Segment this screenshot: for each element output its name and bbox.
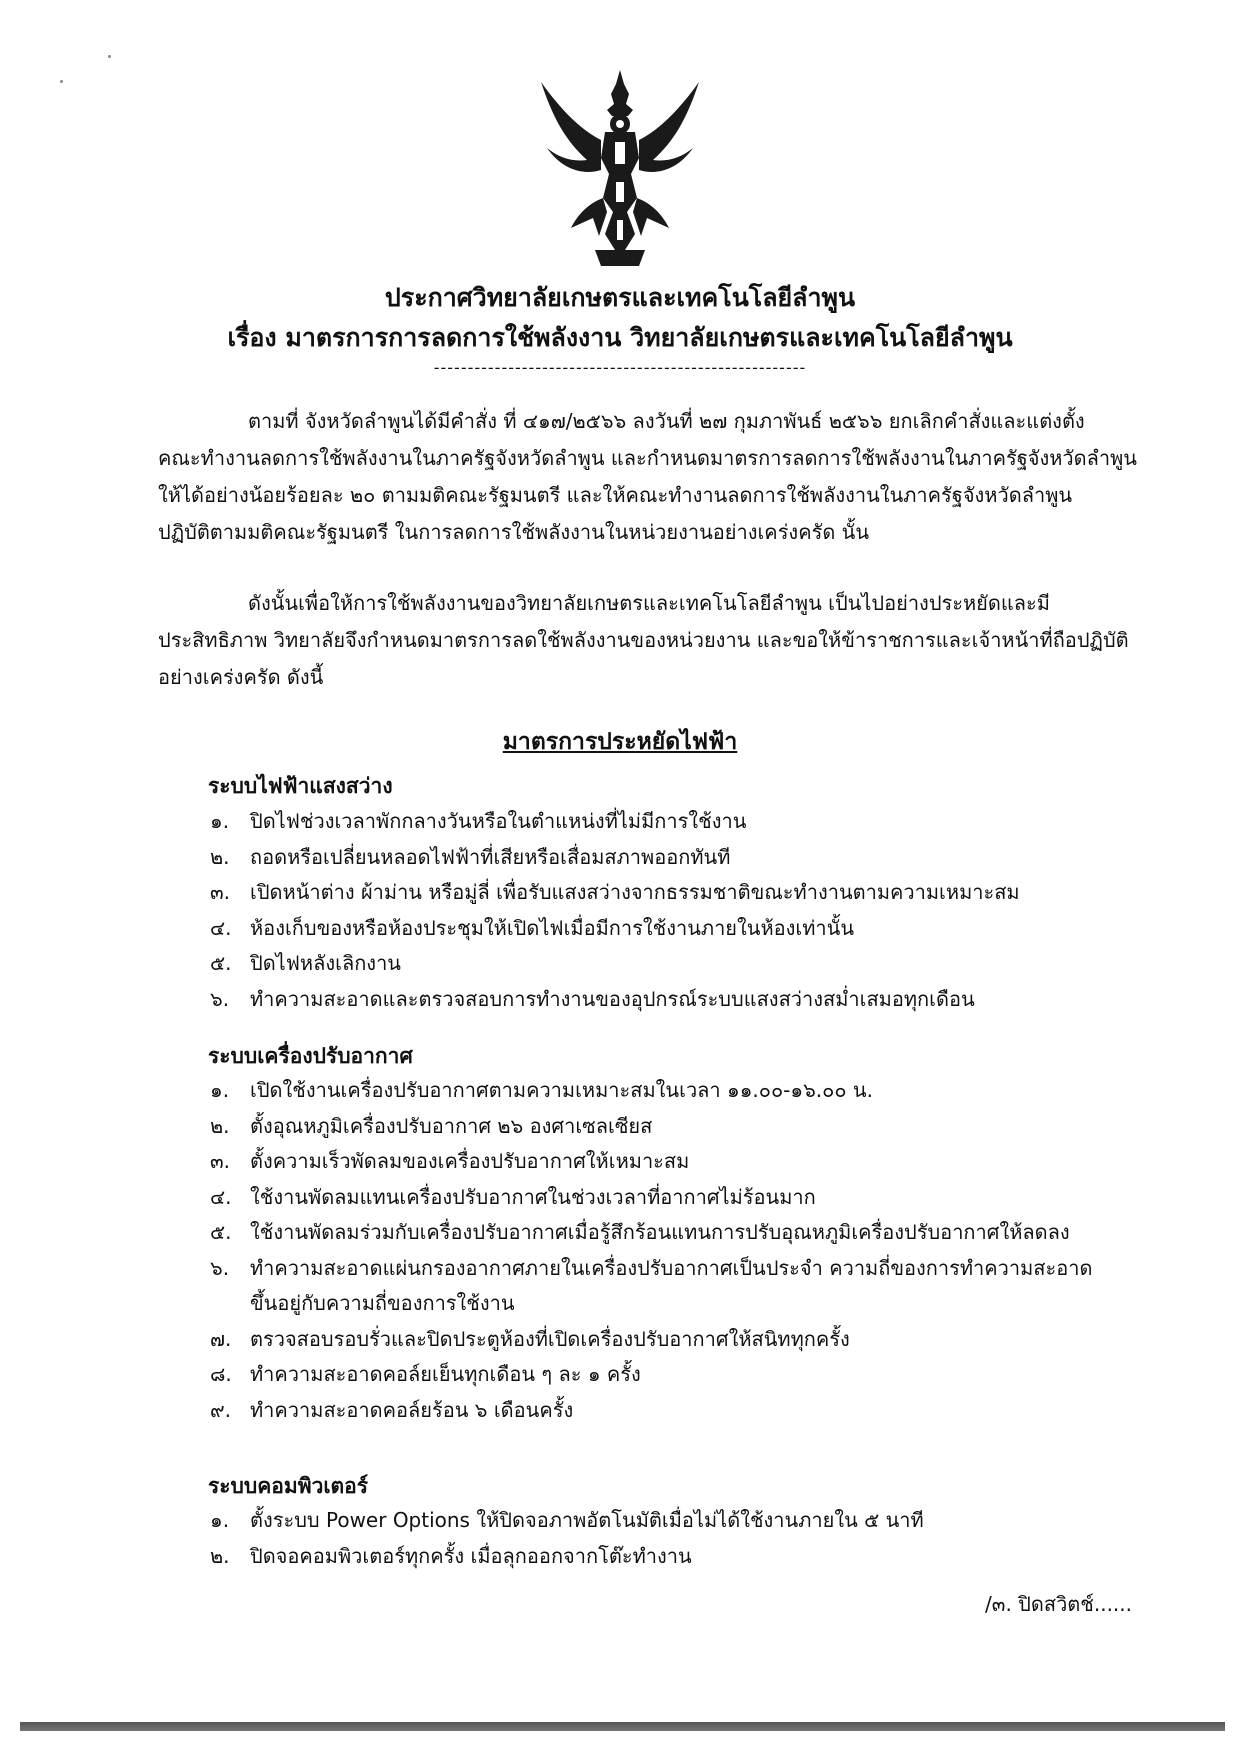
- list-item: [210, 1215, 1093, 1251]
- item-text: ถอดหรือเปลี่ยนหลอดไฟฟ้าที่เสียหรือเสื่อมสภาพออกทันที: [250, 844, 731, 869]
- item-text: เปิดหน้าต่าง ผ้าม่าน หรือมู่ลี่ เพื่อรับแสงสว่างจากธรรมชาติขณะทำงานตามความเหมาะสม: [250, 880, 1020, 904]
- item-number: ๕.: [210, 951, 232, 975]
- item-number: ๓.: [210, 1149, 231, 1173]
- intro-line: ให้ได้อย่างน้อยร้อยละ ๒๐ ตามมติคณะรัฐมนตรี และให้คณะทำงานลดการใช้พลังงานในภาครัฐจังหวัดลำพูน: [158, 483, 1073, 507]
- item-text: ตั้งความเร็วพัดลมของเครื่องปรับอากาศให้เหมาะสม: [250, 1149, 690, 1173]
- page-bottom-edge: [20, 1722, 1225, 1731]
- list-item: [210, 804, 1020, 840]
- item-text: ทำความสะอาดและตรวจสอบการทำงานของอุปกรณ์ระบบแสงสว่างสม่ำเสมอทุกเดือน: [250, 986, 975, 1011]
- item-number: ๒.: [210, 1113, 230, 1138]
- separator-line: -------------------------------------------------------: [433, 358, 807, 377]
- item-text: ทำความสะอาดแผ่นกรองอากาศภายในเครื่องปรับอากาศเป็นประจำ ความถี่ของการทำความสะอาด: [250, 1255, 1093, 1280]
- item-number: ๑.: [210, 1078, 230, 1102]
- lighting-section-title: ระบบไฟฟ้าแสงสว่าง: [208, 774, 393, 798]
- list-item: [210, 1251, 1093, 1322]
- list-item: [210, 1073, 1093, 1109]
- item-text: ใช้งานพัดลมร่วมกับเครื่องปรับอากาศเมื่อรู้สึกร้อนแทนการปรับอุณหภูมิเครื่องปรับอากาศให้ลดลง: [250, 1220, 1070, 1244]
- item-text: ตั้งระบบ Power Options ให้ปิดจอภาพอัตโนมัติเมื่อไม่ได้ใช้งานภายใน ๕ นาที: [250, 1508, 924, 1532]
- purpose-paragraph: [158, 585, 1148, 696]
- item-text: เปิดใช้งานเครื่องปรับอากาศตามความเหมาะสมในเวลา ๑๑.๐๐-๑๖.๐๐ น.: [250, 1078, 873, 1102]
- lighting-list: [210, 804, 1020, 1017]
- item-text: ทำความสะอาดคอล์ยร้อน ๖ เดือนครั้ง: [250, 1397, 574, 1422]
- intro-line: ปฏิบัติตามมติคณะรัฐมนตรี ในการลดการใช้พลังงานในหน่วยงานอย่างเคร่งครัด นั้น: [158, 520, 870, 544]
- item-number: ๑.: [210, 809, 230, 833]
- computer-list: [210, 1503, 924, 1574]
- announcement-title: ประกาศวิทยาลัยเกษตรและเทคโนโลยีลำพูน: [384, 283, 856, 312]
- item-text: ปิดไฟหลังเลิกงาน: [250, 951, 401, 975]
- item-number: ๔.: [210, 915, 232, 940]
- list-item: [210, 1322, 1093, 1358]
- item-text: ปิดไฟช่วงเวลาพักกลางวันหรือในตำแหน่งที่ไม่มีการใช้งาน: [250, 809, 747, 833]
- purpose-line: อย่างเคร่งครัด ดังนี้: [158, 665, 324, 689]
- aircon-section-title: ระบบเครื่องปรับอากาศ: [208, 1044, 413, 1068]
- item-number: ๔.: [210, 1184, 232, 1209]
- item-number: ๑.: [210, 1508, 230, 1532]
- purpose-line: ดังนั้นเพื่อให้การใช้พลังงานของวิทยาลัยเกษตรและเทคโนโลยีลำพูน เป็นไปอย่างประหยัดและมี: [248, 591, 1050, 615]
- item-number: ๒.: [210, 844, 230, 869]
- list-item: [210, 1109, 1093, 1145]
- item-text: ปิดจอคอมพิวเตอร์ทุกครั้ง เมื่อลุกออกจากโต๊ะทำงาน: [250, 1543, 692, 1568]
- list-item: [210, 946, 1020, 982]
- intro-line: คณะทำงานลดการใช้พลังงานในภาครัฐจังหวัดลำพูน และกำหนดมาตรการลดการใช้พลังงานในภาครัฐจังหวัดลำพูน: [158, 446, 1137, 470]
- scan-speck: [108, 55, 111, 58]
- item-number: ๙.: [210, 1397, 232, 1422]
- item-text: ห้องเก็บของหรือห้องประชุมให้เปิดไฟเมื่อมีการใช้งานภายในห้องเท่านั้น: [250, 915, 855, 940]
- item-number: ๓.: [210, 880, 231, 904]
- intro-paragraph: [158, 403, 1148, 551]
- garuda-emblem-icon: [535, 70, 705, 270]
- item-number: ๖.: [210, 1255, 230, 1280]
- list-item: [210, 911, 1020, 947]
- item-number: ๗.: [210, 1326, 232, 1351]
- list-item: [210, 840, 1020, 876]
- list-item: [210, 1180, 1093, 1216]
- list-item: [210, 1144, 1093, 1180]
- computer-section-title: ระบบคอมพิวเตอร์: [208, 1474, 369, 1498]
- continuation-note: /๓. ปิดสวิตช์......: [985, 1592, 1132, 1616]
- list-item: [210, 982, 1020, 1018]
- measures-heading-text: มาตรการประหยัดไฟฟ้า: [502, 729, 738, 755]
- item-text: ตั้งอุณหภูมิเครื่องปรับอากาศ ๒๖ องศาเซลเซียส: [250, 1113, 653, 1138]
- item-text: ทำความสะอาดคอล์ยเย็นทุกเดือน ๆ ละ ๑ ครั้ง: [250, 1362, 641, 1386]
- item-text-continued: ขึ้นอยู่กับความถี่ของการใช้งาน: [250, 1291, 515, 1315]
- measures-heading: [0, 724, 1240, 760]
- list-item: [210, 1539, 924, 1575]
- list-item: [210, 1503, 924, 1539]
- item-number: ๘.: [210, 1362, 232, 1386]
- list-item: [210, 875, 1020, 911]
- item-number: ๒.: [210, 1543, 230, 1568]
- intro-line: ตามที่ จังหวัดลำพูนได้มีคำสั่ง ที่ ๔๑๗/๒๕๖๖ ลงวันที่ ๒๗ กุมภาพันธ์ ๒๕๖๖ ยกเลิกคำสั่งและแต่งตั้ง: [248, 409, 1085, 433]
- list-item: [210, 1357, 1093, 1393]
- purpose-line: ประสิทธิภาพ วิทยาลัยจึงกำหนดมาตรการลดใช้พลังงานของหน่วยงาน และขอให้ข้าราชการและเจ้าหน้าที่ถือปฏิบัติ: [158, 628, 1129, 652]
- item-number: ๖.: [210, 986, 230, 1011]
- item-number: ๕.: [210, 1220, 232, 1244]
- list-item: [210, 1393, 1093, 1429]
- aircon-list: [210, 1073, 1093, 1428]
- item-text: ใช้งานพัดลมแทนเครื่องปรับอากาศในช่วงเวลาที่อากาศไม่ร้อนมาก: [250, 1184, 816, 1209]
- scan-speck: [60, 80, 63, 83]
- announcement-subject: เรื่อง มาตรการการลดการใช้พลังงาน วิทยาลัยเกษตรและเทคโนโลยีลำพูน: [227, 323, 1013, 352]
- item-text: ตรวจสอบรอบรั่วและปิดประตูห้องที่เปิดเครื่องปรับอากาศให้สนิททุกครั้ง: [250, 1326, 850, 1351]
